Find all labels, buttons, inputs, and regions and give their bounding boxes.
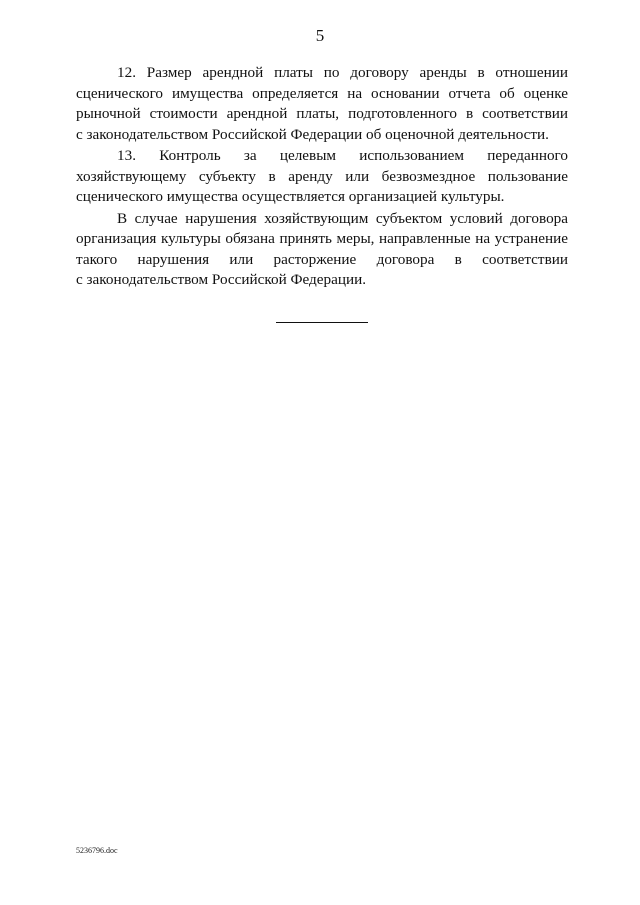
paragraph-line: В случае нарушения хозяйствующим субъектом условий договора — [117, 209, 568, 227]
document-body — [76, 63, 568, 291]
paragraph-line: сценического имущества определяется на основании отчета об оценке — [76, 84, 568, 102]
page-number: 5 — [315, 26, 325, 45]
document-file-id: 5236796.doc — [76, 846, 118, 855]
paragraph-line: сценического имущества осуществляется организацией культуры. — [76, 188, 505, 205]
paragraph-line: 12. Размер арендной платы по договору аренды в отношении — [117, 64, 568, 81]
paragraph-line: организация культуры обязана принять меры, направленные на устранение — [76, 230, 568, 247]
paragraph-line: 13. Контроль за целевым использованием переданного — [117, 147, 568, 164]
paragraph-line: с законодательством Российской Федерации. — [76, 271, 367, 288]
end-divider-line — [276, 322, 368, 323]
paragraph-13 — [76, 146, 568, 208]
paragraph-line: рыночной стоимости арендной платы, подготовленного в соответствии — [76, 105, 568, 122]
paragraph-line: хозяйствующему субъекту в аренду или безвозмездное пользование — [76, 167, 568, 185]
paragraph-line: такого нарушения или расторжение договора в соответствии — [76, 250, 568, 268]
paragraph-12 — [76, 63, 568, 145]
paragraph-violation — [76, 209, 568, 291]
paragraph-line: с законодательством Российской Федерации об оценочной деятельности. — [76, 125, 549, 143]
